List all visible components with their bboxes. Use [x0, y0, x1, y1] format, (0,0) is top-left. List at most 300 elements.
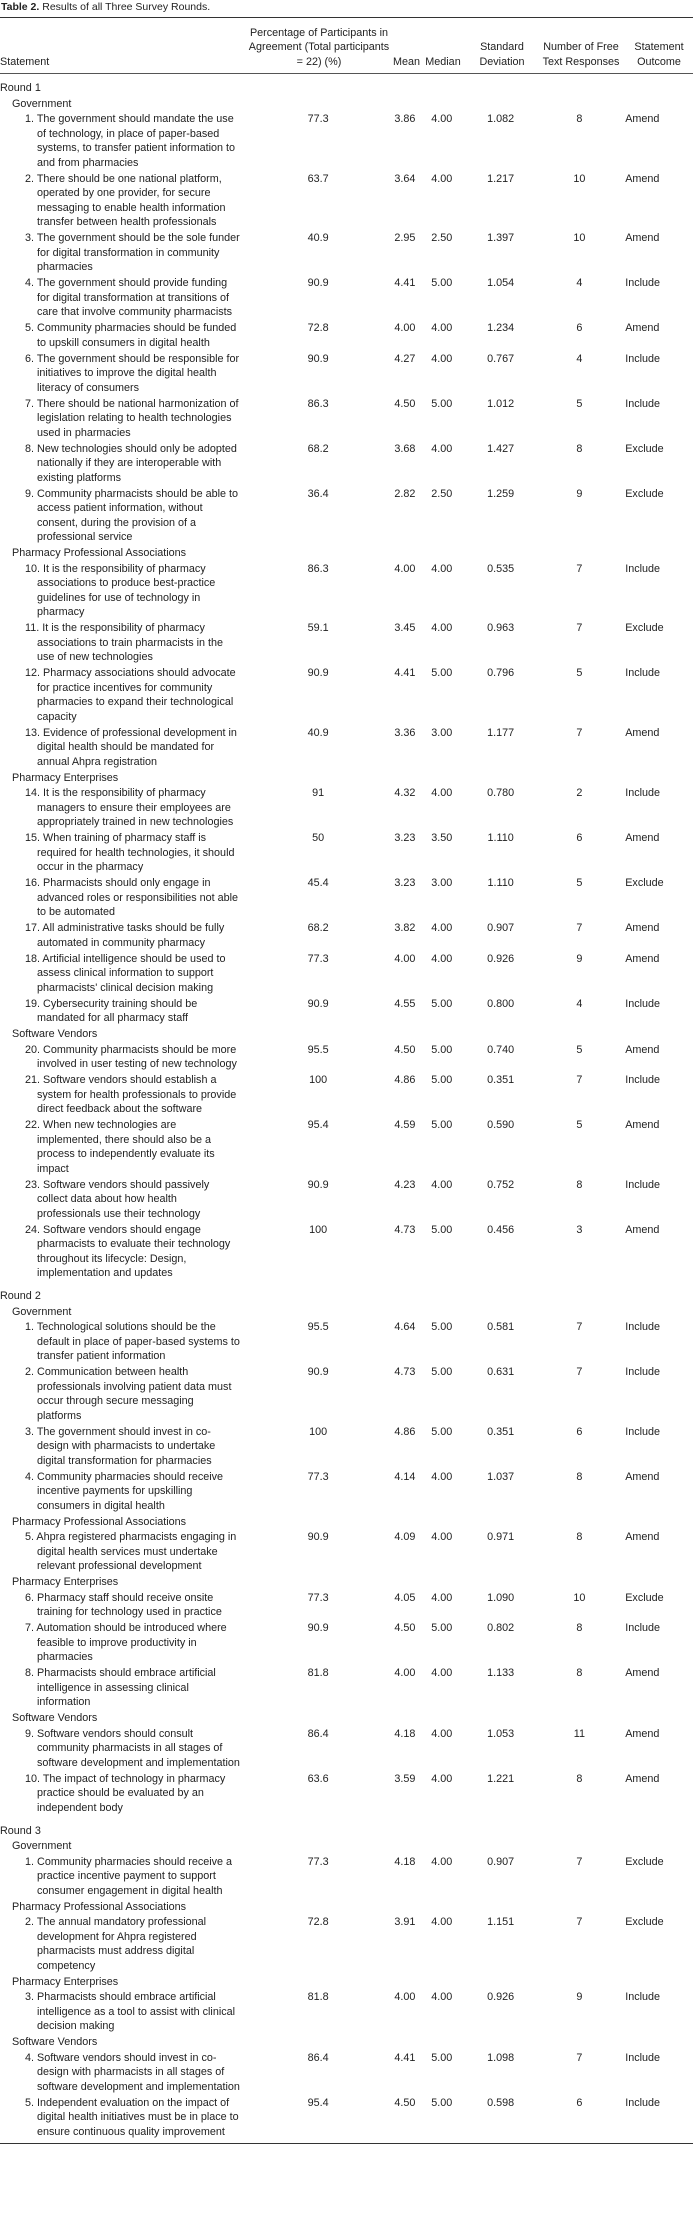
table-row	[0, 397, 693, 442]
median-cell: 5.00	[431, 1366, 453, 1378]
statement-cell	[0, 1727, 244, 1771]
mean-cell: 4.55	[394, 997, 416, 1010]
sd-cell: 0.598	[487, 2096, 515, 2109]
statement-cell	[0, 321, 244, 350]
table-row	[0, 1118, 693, 1178]
mean-cell: 3.64	[394, 172, 416, 185]
statement-cell	[0, 1666, 244, 1710]
free-text-cell: 8	[576, 1531, 583, 1543]
percentage-cell: 59.1	[307, 622, 329, 634]
statement-text: The annual mandatory professional development for Ahpra registered pharmacists must address digital competency	[36, 1916, 207, 1972]
statement-cell	[0, 442, 244, 486]
free-text-cell: 6	[576, 322, 583, 334]
table-row	[0, 786, 693, 831]
percentage-cell: 77.3	[307, 1470, 329, 1483]
median-cell: 2.50	[431, 487, 453, 500]
statement-cell	[0, 1990, 244, 2034]
sd-cell: 0.963	[487, 622, 515, 634]
outcome-cell: Amend	[625, 1531, 660, 1543]
median-cell: 5.00	[431, 2096, 453, 2109]
outcome-cell: Include	[625, 1178, 661, 1191]
free-text-cell: 7	[576, 1855, 583, 1868]
percentage-cell: 100	[309, 1223, 328, 1236]
statement-number: 17.	[25, 922, 41, 934]
statement-number: 7.	[25, 1622, 35, 1634]
median-cell: 3.00	[431, 877, 453, 889]
median-cell: 4.00	[431, 622, 453, 634]
outcome-cell: Include	[625, 1622, 661, 1634]
mean-cell: 4.00	[394, 322, 416, 334]
statement-text: Community pharmacies should receive a practice incentive payment to support consumer engagement in digital health	[37, 1855, 233, 1897]
percentage-cell: 63.6	[307, 1772, 329, 1785]
outcome-cell: Amend	[625, 1119, 660, 1131]
percentage-cell: 77.3	[307, 113, 329, 125]
free-text-cell: 7	[576, 1074, 583, 1086]
mean-cell: 4.00	[394, 1667, 416, 1679]
median-cell: 4.00	[431, 952, 453, 965]
mean-cell: 4.73	[394, 1223, 416, 1236]
sd-cell: 1.110	[487, 877, 514, 889]
percentage-cell: 45.4	[307, 877, 329, 889]
category-label: Government	[12, 97, 72, 110]
outcome-cell: Include	[625, 562, 661, 575]
free-text-cell: 6	[576, 1425, 583, 1438]
sd-cell: 1.053	[487, 1727, 515, 1740]
statement-text: Software vendors should invest in co-design with pharmacists in all stages of software development and implementation	[37, 2051, 240, 2093]
statement-text: It is the responsibility of pharmacy associations to produce best-practice guidelines for use of technology in pharmacy	[37, 562, 216, 618]
outcome-cell: Include	[625, 2051, 661, 2064]
mean-cell: 3.23	[394, 832, 416, 844]
percentage-cell: 90.9	[307, 277, 329, 289]
table-title: Results of all Three Survey Rounds.	[42, 1, 211, 13]
sd-cell: 0.926	[487, 1991, 515, 2003]
percentage-cell: 81.8	[307, 1667, 329, 1679]
statement-text: When training of pharmacy staff is required for health technologies, it should occur in the pharmacy	[37, 832, 235, 873]
percentage-cell: 90.9	[307, 1622, 329, 1634]
percentage-cell: 86.4	[307, 2051, 329, 2064]
statement-text: Ahpra registered pharmacists engaging in digital health services must undertake relevant professional development	[36, 1531, 237, 1572]
table-row	[0, 562, 693, 622]
free-text-cell: 8	[576, 1772, 583, 1785]
table-row	[0, 726, 693, 771]
free-text-cell: 7	[576, 1916, 583, 1928]
percentage-cell: 63.7	[307, 172, 329, 185]
mean-cell: 4.50	[394, 1043, 416, 1056]
statement-cell	[0, 1470, 244, 1514]
median-cell: 5.00	[431, 1622, 453, 1634]
free-text-cell: 5	[576, 1043, 583, 1056]
sd-cell: 1.151	[487, 1916, 515, 1928]
mean-cell: 3.82	[394, 922, 416, 934]
statement-number: 24.	[25, 1223, 41, 1236]
sd-cell: 0.590	[487, 1119, 515, 1131]
statement-number: 13.	[25, 726, 41, 739]
outcome-cell: Amend	[625, 172, 660, 185]
sd-cell: 1.054	[487, 277, 515, 289]
median-cell: 4.00	[431, 442, 453, 455]
statement-number: 15.	[25, 832, 41, 844]
statement-text: Community pharmacies should receive incentive payments for upskilling consumers in digital health	[37, 1470, 224, 1512]
category-label: Pharmacy Professional Associations	[12, 1900, 187, 1913]
statement-cell	[0, 1772, 244, 1816]
statement-number: 4.	[25, 1470, 35, 1483]
table-row	[0, 1178, 693, 1223]
percentage-cell: 36.4	[307, 487, 329, 500]
sd-cell: 1.082	[487, 113, 515, 125]
statement-text: Software vendors should passively collect data about how health professionals use their technology	[37, 1178, 210, 1220]
category-label: Software Vendors	[12, 1028, 98, 1040]
statement-text: Community pharmacists should be more involved in user testing of new technology	[37, 1043, 237, 1070]
sd-cell: 1.098	[487, 2051, 515, 2064]
percentage-cell: 68.2	[307, 442, 329, 455]
statement-number: 10.	[25, 562, 41, 575]
statement-number: 9.	[25, 1727, 35, 1740]
statement-text: It is the responsibility of pharmacy managers to ensure their employees are appropriately trained in new technologies	[37, 787, 234, 828]
table-row	[0, 1915, 693, 1975]
statement-cell	[0, 1043, 244, 1072]
outcome-cell: Amend	[625, 726, 660, 739]
statement-text: Evidence of professional development in digital health should be mandated for annual Ahpra registration	[37, 726, 237, 768]
sd-cell: 0.631	[487, 1366, 515, 1378]
statement-cell	[0, 352, 244, 396]
statement-text: Pharmacists should only engage in advanced roles or responsibilities not able to be automated	[37, 877, 239, 918]
sd-cell: 1.397	[487, 232, 515, 244]
statement-number: 6.	[25, 1591, 35, 1604]
free-text-cell: 8	[576, 1667, 583, 1679]
median-cell: 5.00	[431, 1074, 453, 1086]
outcome-cell: Exclude	[625, 877, 664, 889]
median-cell: 5.00	[431, 1043, 453, 1056]
percentage-cell: 90.9	[307, 1366, 329, 1378]
statement-text: Pharmacy staff should receive onsite training for technology used in practice	[37, 1591, 222, 1618]
table-row	[0, 1223, 693, 1283]
percentage-cell: 100	[309, 1425, 328, 1438]
outcome-cell: Include	[625, 352, 661, 365]
mean-cell: 4.41	[394, 277, 416, 289]
outcome-cell: Include	[625, 2096, 661, 2109]
table-row	[0, 321, 693, 352]
free-text-cell: 3	[576, 1223, 583, 1236]
mean-cell: 3.36	[394, 726, 416, 739]
percentage-cell: 86.3	[307, 397, 329, 410]
sd-cell: 1.133	[487, 1667, 515, 1679]
free-text-cell: 7	[576, 922, 583, 934]
statement-text: The government should mandate the use of technology, in place of paper-based systems, to transfer patient information to and from pharmacies	[36, 113, 236, 169]
statement-text: Pharmacists should embrace artificial intelligence as a tool to assist with clinical decision making	[37, 1991, 236, 2032]
statement-cell	[0, 786, 244, 830]
category-label: Pharmacy Professional Associations	[12, 547, 187, 559]
table-caption	[0, 0, 693, 17]
statement-cell	[0, 2051, 244, 2095]
sd-cell: 1.177	[487, 726, 515, 739]
percentage-cell: 90.9	[307, 997, 329, 1010]
free-text-cell: 5	[576, 1119, 583, 1131]
mean-cell: 2.95	[394, 232, 416, 244]
free-text-cell: 9	[576, 1991, 583, 2003]
free-text-cell: 7	[576, 622, 583, 634]
mean-cell: 4.09	[394, 1531, 416, 1543]
free-text-cell: 10	[573, 232, 586, 244]
free-text-cell: 7	[576, 2051, 583, 2064]
statement-cell	[0, 1118, 244, 1176]
statement-number: 9.	[25, 487, 35, 500]
statement-number: 16.	[25, 877, 41, 889]
table-row	[0, 1855, 693, 1900]
outcome-cell: Include	[625, 1991, 661, 2003]
table-row	[0, 352, 693, 397]
statement-number: 23.	[25, 1178, 41, 1191]
statement-cell	[0, 276, 244, 320]
statement-text: Artificial intelligence should be used to assess clinical information to support pharmacists' clinical decision making	[37, 952, 226, 994]
table-row	[0, 442, 693, 487]
outcome-cell: Amend	[625, 952, 660, 965]
median-cell: 5.00	[431, 277, 453, 289]
category-label: Government	[12, 1840, 72, 1852]
outcome-cell: Amend	[625, 1043, 660, 1056]
statement-text: Communication between health professionals involving patient data must occur through secure messaging platforms	[37, 1366, 232, 1422]
statement-number: 5.	[25, 2096, 35, 2109]
outcome-cell: Amend	[625, 832, 660, 844]
table-row	[0, 1365, 693, 1425]
statement-cell	[0, 921, 244, 950]
outcome-cell: Amend	[625, 1772, 660, 1785]
statement-number: 7.	[25, 397, 35, 410]
free-text-cell: 9	[576, 487, 583, 500]
statement-text: Pharmacists should embrace artificial intelligence in assessing clinical information	[37, 1667, 216, 1708]
statement-number: 12.	[25, 667, 41, 679]
sd-cell: 1.259	[487, 487, 515, 500]
sd-cell: 1.012	[487, 397, 515, 410]
table-row	[0, 1990, 693, 2035]
sd-cell: 1.221	[487, 1772, 515, 1785]
statement-number: 5.	[25, 1531, 35, 1543]
statement-cell	[0, 112, 244, 170]
sd-cell: 1.234	[487, 322, 515, 334]
percentage-cell: 90.9	[307, 667, 329, 679]
mean-cell: 4.18	[394, 1855, 416, 1868]
free-text-cell: 6	[576, 832, 583, 844]
statement-number: 3.	[25, 1425, 35, 1438]
statement-number: 18.	[25, 952, 41, 965]
percentage-cell: 95.4	[307, 1119, 329, 1131]
sd-cell: 0.752	[487, 1178, 515, 1191]
header-outcome: Statement Outcome	[634, 41, 684, 68]
mean-cell: 3.68	[394, 442, 416, 455]
median-cell: 4.00	[431, 922, 453, 934]
mean-cell: 4.00	[394, 562, 416, 575]
statement-cell	[0, 666, 244, 724]
category-label: Software Vendors	[12, 1712, 98, 1724]
percentage-cell: 77.3	[307, 1855, 329, 1868]
sd-cell: 0.351	[487, 1425, 515, 1438]
mean-cell: 4.59	[394, 1119, 416, 1131]
table-bottom-rule	[0, 2143, 693, 2144]
header-percentage: Percentage of Participants in Agreement (Total participants = 22) (%)	[248, 26, 390, 68]
statement-cell	[0, 231, 244, 275]
table-row	[0, 231, 693, 276]
percentage-cell: 72.8	[307, 322, 329, 334]
percentage-cell: 91	[312, 787, 325, 799]
statement-number: 1.	[25, 1855, 35, 1868]
free-text-cell: 7	[576, 726, 583, 739]
outcome-cell: Amend	[625, 322, 660, 334]
outcome-cell: Include	[625, 1366, 661, 1378]
outcome-cell: Amend	[625, 1667, 660, 1679]
percentage-cell: 95.4	[307, 2096, 329, 2109]
statement-cell	[0, 1425, 244, 1469]
median-cell: 4.00	[431, 1727, 453, 1740]
free-text-cell: 5	[576, 397, 583, 410]
free-text-cell: 4	[576, 277, 583, 289]
median-cell: 2.50	[431, 232, 453, 244]
table-label: Table 2.	[1, 1, 40, 13]
free-text-cell: 7	[576, 1321, 583, 1333]
median-cell: 4.00	[431, 1470, 453, 1483]
table-row	[0, 1621, 693, 1666]
header-free-text: Number of Free Text Responses	[542, 41, 620, 68]
table-header	[0, 17, 693, 74]
table-row	[0, 276, 693, 321]
statement-number: 4.	[25, 277, 35, 289]
statement-cell	[0, 1320, 244, 1364]
table-row	[0, 1666, 693, 1711]
sd-cell: 1.427	[487, 442, 515, 455]
statement-cell	[0, 1073, 244, 1117]
statement-text: The government should provide funding for digital transformation at transitions of care that involve community pharmacists	[36, 277, 233, 318]
table-row	[0, 2051, 693, 2096]
table-row	[0, 487, 693, 547]
median-cell: 4.00	[431, 1916, 453, 1928]
outcome-cell: Exclude	[625, 1855, 664, 1868]
percentage-cell: 95.5	[307, 1321, 329, 1333]
median-cell: 5.00	[431, 2051, 453, 2064]
table-row	[0, 1591, 693, 1622]
median-cell: 4.00	[431, 1667, 453, 1679]
statement-cell	[0, 487, 244, 545]
table-row	[0, 997, 693, 1028]
median-cell: 4.00	[431, 1772, 453, 1785]
statement-cell	[0, 2096, 244, 2140]
outcome-cell: Exclude	[625, 442, 664, 455]
statement-text: Software vendors should consult community pharmacists in all stages of software development and implementation	[37, 1727, 240, 1769]
mean-cell: 4.86	[394, 1425, 416, 1438]
free-text-cell: 8	[576, 1178, 583, 1191]
statement-text: There should be national harmonization of legislation relating to health technologies used in pharmacies	[36, 397, 239, 439]
mean-cell: 2.82	[394, 487, 416, 500]
category-label: Pharmacy Enterprises	[12, 1975, 119, 1988]
table-row	[0, 876, 693, 921]
statement-cell	[0, 876, 244, 920]
mean-cell: 4.00	[394, 952, 416, 965]
statement-number: 19.	[25, 997, 41, 1010]
mean-cell: 4.64	[394, 1321, 416, 1333]
median-cell: 4.00	[431, 1178, 453, 1191]
statement-cell	[0, 1178, 244, 1222]
median-cell: 3.50	[431, 832, 453, 844]
statement-number: 5.	[25, 322, 35, 334]
statement-number: 8.	[25, 1667, 35, 1679]
statement-cell	[0, 1621, 244, 1665]
median-cell: 4.00	[431, 352, 453, 365]
statement-number: 6.	[25, 352, 35, 365]
percentage-cell: 40.9	[307, 726, 329, 739]
outcome-cell: Include	[625, 277, 661, 289]
statement-number: 2.	[25, 1366, 35, 1378]
sd-cell: 0.581	[487, 1321, 515, 1333]
median-cell: 5.00	[431, 1119, 453, 1131]
median-cell: 4.00	[431, 322, 453, 334]
sd-cell: 0.907	[487, 922, 515, 934]
percentage-cell: 68.2	[307, 922, 329, 934]
median-cell: 4.00	[431, 113, 453, 125]
statement-text: Independent evaluation on the impact of digital health initiatives must be in place to ensure continuous quality improvement	[37, 2096, 239, 2138]
mean-cell: 3.59	[394, 1772, 416, 1785]
free-text-cell: 8	[576, 1470, 583, 1483]
outcome-cell: Include	[625, 1074, 661, 1086]
statement-text: The government should invest in co-design with pharmacists to undertake digital transformation for pharmacies	[36, 1425, 216, 1467]
free-text-cell: 8	[576, 113, 583, 125]
outcome-cell: Exclude	[625, 1916, 664, 1928]
percentage-cell: 77.3	[307, 952, 329, 965]
table-row	[0, 1470, 693, 1515]
median-cell: 4.00	[431, 1991, 453, 2003]
mean-cell: 4.05	[394, 1591, 416, 1604]
table-row	[0, 1530, 693, 1575]
median-cell: 5.00	[431, 1425, 453, 1438]
mean-cell: 4.86	[394, 1074, 416, 1086]
statement-cell	[0, 562, 244, 620]
percentage-cell: 90.9	[307, 1531, 329, 1543]
outcome-cell: Amend	[625, 922, 660, 934]
percentage-cell: 81.8	[307, 1991, 329, 2003]
table-row	[0, 952, 693, 997]
percentage-cell: 50	[312, 832, 325, 844]
statement-number: 8.	[25, 442, 35, 455]
statement-text: When new technologies are implemented, there should also be a process to independently evaluate its impact	[37, 1119, 215, 1175]
table-row	[0, 921, 693, 952]
statement-cell	[0, 621, 244, 665]
statement-cell	[0, 397, 244, 441]
outcome-cell: Include	[625, 997, 661, 1010]
table-row	[0, 1320, 693, 1365]
sd-cell: 0.767	[487, 352, 515, 365]
median-cell: 4.00	[431, 787, 453, 799]
statement-text: Automation should be introduced where feasible to improve productivity in pharmacies	[36, 1622, 227, 1663]
outcome-cell: Amend	[625, 232, 660, 244]
mean-cell: 4.14	[394, 1470, 416, 1483]
outcome-cell: Amend	[625, 1470, 660, 1483]
median-cell: 5.00	[431, 667, 453, 679]
header-sd: Standard Deviation	[479, 41, 525, 68]
sd-cell: 0.456	[487, 1223, 515, 1236]
table-row	[0, 621, 693, 666]
sd-cell: 0.926	[487, 952, 515, 965]
statement-text: The government should be responsible for initiatives to improve the digital health literacy of consumers	[36, 352, 240, 394]
sd-cell: 0.802	[487, 1622, 515, 1634]
percentage-cell: 40.9	[307, 232, 329, 244]
outcome-cell: Exclude	[625, 487, 664, 500]
table-row	[0, 1425, 693, 1470]
free-text-cell: 5	[576, 667, 583, 679]
mean-cell: 4.00	[394, 1991, 416, 2003]
mean-cell: 4.27	[394, 352, 416, 365]
sd-cell: 0.740	[487, 1043, 515, 1056]
statement-cell	[0, 726, 244, 770]
statement-cell	[0, 1223, 244, 1281]
median-cell: 4.00	[431, 562, 453, 575]
statement-number: 10.	[25, 1772, 41, 1785]
table-row	[0, 1772, 693, 1817]
